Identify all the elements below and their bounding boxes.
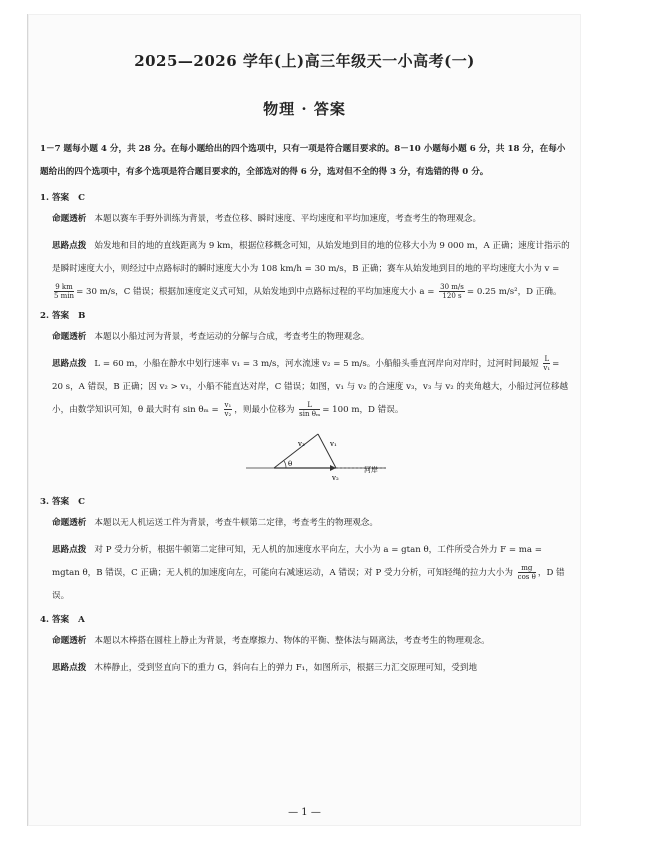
fraction (54, 283, 74, 300)
fraction-numerator: 9 km (55, 283, 73, 291)
fraction-denominator: cos θ (517, 573, 536, 581)
analysis-label: 思路点拨 (52, 545, 87, 555)
answer-content (40, 138, 570, 684)
question-2-intent (40, 326, 570, 349)
question-4-answer-letter: A (78, 615, 85, 625)
analysis-text: = 20 s，A 错误，B 正确；因 v₂ > v₁，小船不能直达对岸，C 错误；如图，v₁ 与 v₂ 的合速度 v₃，v₃ 与 v₂ 的夹角越大，小船过河位移越小，由数学知识可知，θ 最大时有 sin θₘ = (52, 359, 569, 415)
question-4-intent (40, 630, 570, 653)
analysis-text: 始发地和目的地的直线距离为 9 km，根据位移概念可知，从始发地到目的地的位移大小为 9 000 m，A 正确；速度计指示的是瞬时速度大小，则经过中点路标时的瞬时速度大小为 108 km/h = 30 m/s，B 正确；赛车从始发地到目的地的平均速度大小为 v = (52, 241, 570, 274)
intent-label: 命题透析 (52, 214, 87, 224)
analysis-label: 思路点拨 (52, 241, 87, 251)
label-v1: v₁ (330, 440, 337, 448)
question-1-answer (40, 190, 570, 206)
fraction (543, 355, 550, 372)
page-number: — 1 — (288, 807, 321, 818)
fraction-denominator: 5 min (54, 292, 75, 300)
question-3-answer-letter: C (78, 497, 85, 507)
v3-vector (274, 434, 318, 468)
question-3-head: 3. 答案 (40, 497, 70, 507)
fraction-denominator: 120 s (442, 292, 462, 300)
question-1-answer-letter: C (78, 193, 85, 203)
fraction (439, 283, 465, 300)
question-1-intent (40, 208, 570, 231)
fraction-numerator: 30 m/s (440, 283, 464, 291)
analysis-text: 对 P 受力分析，根据牛顿第二定律可知，无人机的加速度水平向左，大小为 a = gtan θ，工件所受合外力 F = ma = mgtan θ，B 错误，C 正确；无人机的加速度向左，可能向右减速运动，A 错误；对 P 受力分析，可知轻绳的拉力大小为 (52, 545, 542, 578)
fraction (224, 401, 233, 418)
question-1-analysis (40, 235, 570, 304)
analysis-text: ，则最小位移为 (234, 405, 295, 415)
answer-sheet-page (27, 14, 581, 826)
analysis-text: ，D 错误。 (52, 568, 565, 601)
intent-label: 命题透析 (52, 636, 87, 646)
analysis-text: L = 60 m，小船在静水中划行速率 v₁ = 3 m/s，河水流速 v₂ = 5 m/s。小船船头垂直河岸向对岸时，过河时间最短 (94, 359, 539, 369)
question-4-head: 4. 答案 (40, 615, 70, 625)
fraction-denominator: v₂ (224, 410, 232, 418)
question-3-intent (40, 512, 570, 535)
question-2-answer (40, 308, 570, 324)
analysis-text: = 0.25 m/s²，D 正确。 (466, 287, 562, 297)
analysis-text: = 100 m，D 错误。 (322, 405, 404, 415)
fraction (299, 401, 320, 418)
question-4-analysis (40, 657, 570, 680)
fraction-numerator: v₁ (224, 401, 232, 409)
intent-text: 本题以小船过河为背景，考查运动的分解与合成，考查考生的物理观念。 (94, 332, 370, 342)
question-3-answer (40, 494, 570, 510)
scoring-instructions: 1－7 题每小题 4 分，共 28 分。在每小题给出的四个选项中，只有一项是符合题目要求的。8－10 小题每小题 6 分，共 18 分，在每小题给出的四个选项中，有多个选项是符合题目要求的，全部选对的得 6 分，选对但不全的得 3 分，有选错的得 0 分。 (40, 144, 566, 177)
analysis-text: = 30 m/s，C 错误；根据加速度定义式可知，从始发地到中点路标过程的平均加速度大小 a = (76, 287, 435, 297)
velocity-diagram (40, 426, 570, 488)
label-v3: v₃ (298, 440, 305, 448)
intent-text: 本题以赛车手野外训练为背景，考查位移、瞬时速度、平均速度和平均加速度，考查考生的物理观念。 (94, 214, 482, 224)
intent-label: 命题透析 (52, 518, 87, 528)
question-2-head: 2. 答案 (40, 311, 70, 321)
analysis-label: 思路点拨 (52, 663, 87, 673)
fraction-numerator: L (299, 401, 320, 410)
label-v2: v₂ (332, 474, 339, 482)
intent-text: 本题以木棒搭在圆柱上静止为背景，考查摩擦力、物体的平衡、整体法与隔离法，考查考生的物理观念。 (94, 636, 490, 646)
question-2-answer-letter: B (78, 311, 86, 321)
question-1-head: 1. 答案 (40, 193, 70, 203)
angle-arc (284, 461, 286, 468)
label-theta: θ (288, 460, 293, 468)
label-river-bank: 河岸 (364, 466, 378, 474)
analysis-label: 思路点拨 (52, 359, 87, 369)
fraction-denominator: sin θₘ (299, 410, 321, 418)
page-subtitle: 物理 · 答案 (263, 100, 346, 118)
fraction-denominator: v₁ (543, 364, 551, 372)
velocity-vector-figure (246, 426, 396, 486)
page-title: 2025—2026 学年(上)高三年级天一小高考(一) (134, 52, 475, 70)
fraction-numerator: L (544, 355, 550, 363)
question-4-answer (40, 612, 570, 628)
fraction (518, 564, 536, 581)
analysis-text: 木棒静止，受到竖直向下的重力 G，斜向右上的弹力 F₁，如图所示，根据三力汇交原理可知，受到地 (94, 663, 478, 673)
question-3-analysis (40, 539, 570, 608)
question-2-analysis (40, 353, 570, 422)
intent-text: 本题以无人机运送工件为背景，考查牛顿第二定律，考查考生的物理观念。 (94, 518, 378, 528)
fraction-numerator: mg (518, 564, 536, 573)
intent-label: 命题透析 (52, 332, 87, 342)
